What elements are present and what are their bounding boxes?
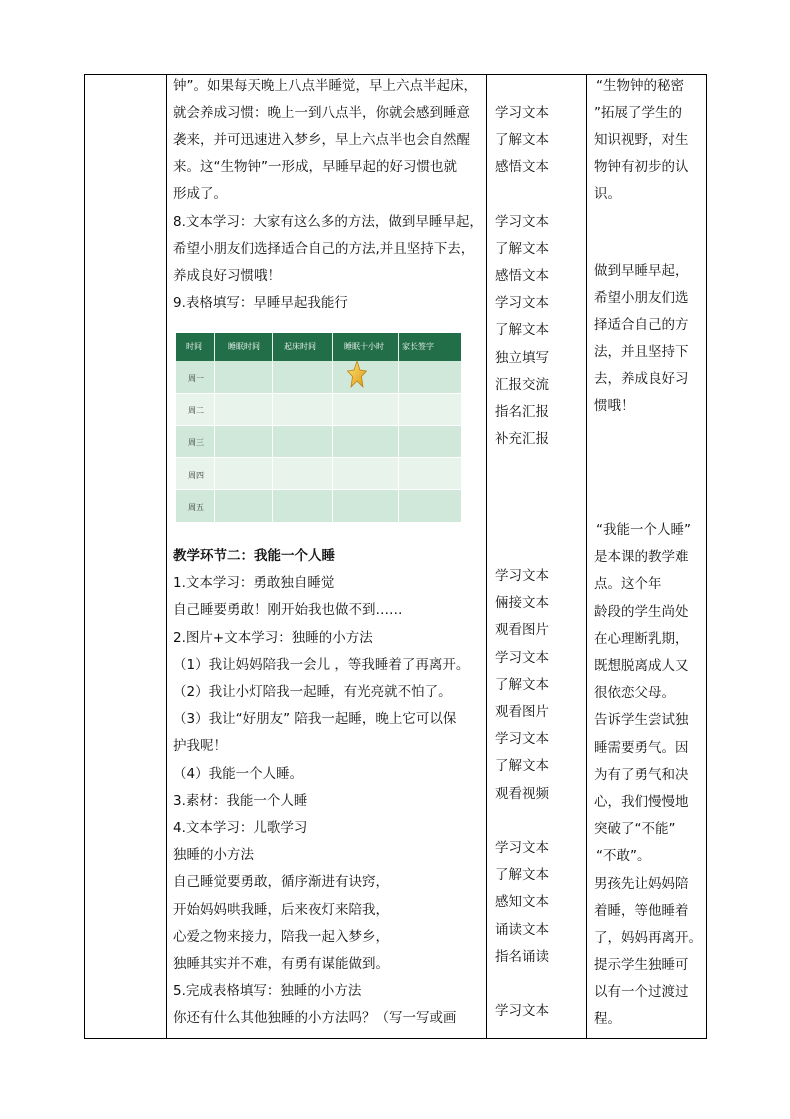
content-line: 袭来，并可迅速进入梦乡，早上六点半也会自然醒 [173, 132, 470, 148]
activity-item: 了解文本 [495, 867, 549, 883]
content-line: 2.图片+文本学习：独睡的小方法 [173, 630, 373, 646]
activity-item: 补充汇报 [495, 431, 549, 447]
note-line: 惯哦！ [594, 398, 635, 414]
activity-item: 学习文本 [495, 731, 549, 747]
note-line: “我能一个人睡” [596, 522, 691, 538]
sleep-table-row [176, 361, 461, 393]
content-line: 独睡的小方法 [173, 847, 254, 863]
content-line: （2）我让小灯陪我一起睡，有光亮就不怕了。 [173, 684, 452, 700]
note-line: 做到早睡早起， [594, 263, 689, 279]
note-line: 龄段的学生尚处 [594, 604, 689, 620]
content-line: 4.文本学习：儿歌学习 [173, 820, 308, 836]
sleep-schedule-table [176, 333, 461, 522]
note-line: 突破了“不能” [594, 821, 676, 837]
activity-item: 了解文本 [495, 241, 549, 257]
note-line: 识。 [594, 186, 621, 202]
note-line: 择适合自己的方 [594, 317, 689, 333]
note-line: 心，我们慢慢地 [594, 794, 689, 810]
sleep-table-row [176, 393, 461, 425]
content-line: 8.文本学习：大家有这么多的方法，做到早睡早起， [173, 214, 483, 230]
header-wake-time: 起床时间 [284, 342, 316, 351]
header-parent-sign: 家长签字 [402, 342, 434, 351]
table-column-separator [332, 333, 333, 522]
activity-item: 学习文本 [495, 568, 549, 584]
content-line: 形成了。 [173, 186, 227, 202]
activity-item: 学习文本 [495, 214, 549, 230]
note-line: 以有一个过渡过 [594, 984, 689, 1000]
activity-item: 学习文本 [495, 1003, 549, 1019]
note-line: “不敢”。 [596, 848, 651, 864]
activity-item: 汇报交流 [495, 377, 549, 393]
sleep-table-row [176, 490, 461, 522]
column-divider-2 [486, 74, 487, 1039]
table-row-separator [176, 457, 461, 458]
sleep-table-row [176, 425, 461, 457]
day-label: 周四 [188, 470, 204, 480]
content-line: 心爱之物来接力，陪我一起入梦乡， [173, 929, 389, 945]
activity-item: 感悟文本 [495, 268, 549, 284]
table-column-separator [214, 333, 215, 522]
activity-item: 独立填写 [495, 350, 549, 366]
activity-item: 感悟文本 [495, 159, 549, 175]
activity-item: 了解文本 [495, 758, 549, 774]
note-line: 在心理断乳期， [594, 631, 689, 647]
content-line: （1）我让妈妈陪我一会儿 ，等我睡着了再离开。 [173, 657, 470, 673]
activity-item: 感知文本 [495, 894, 549, 910]
content-line: 3.素材：我能一个人睡 [173, 793, 308, 809]
note-line: 程。 [594, 1011, 621, 1027]
note-line: 点。这个年 [594, 576, 662, 592]
activity-item: 了解文本 [495, 677, 549, 693]
header-time: 时间 [186, 342, 202, 351]
note-line: 告诉学生尝试独 [594, 712, 689, 728]
activity-item: 观看图片 [495, 622, 549, 638]
activity-item: 学习文本 [495, 295, 549, 311]
note-line: 物钟有初步的认 [594, 159, 689, 175]
content-line: 就会养成习惯：晚上一到八点半，你就会感到睡意 [173, 105, 470, 121]
content-line: 开始妈妈哄我睡，后来夜灯来陪我， [173, 902, 389, 918]
activity-item: 诵读文本 [495, 922, 549, 938]
table-left-border [84, 74, 85, 1039]
activity-item: 了解文本 [495, 132, 549, 148]
note-line: 着睡，等他睡着 [594, 903, 689, 919]
table-row-separator [176, 425, 461, 426]
note-line: “生物钟的秘密 [596, 78, 684, 94]
content-line: 来。这“生物钟”一形成，早睡早起的好习惯也就 [173, 159, 457, 175]
note-line: 既想脱离成人又 [594, 658, 689, 674]
table-row-separator [176, 393, 461, 394]
activity-item: 指名汇报 [495, 404, 549, 420]
activity-item: 观看视频 [495, 786, 549, 802]
content-line: 9.表格填写：早睡早起我能行 [173, 295, 348, 311]
day-label: 周三 [188, 438, 204, 448]
content-line: 自己睡觉要勇敢，循序渐进有诀窍， [173, 874, 389, 890]
activity-item: 学习文本 [495, 840, 549, 856]
header-sleep-time: 睡眠时间 [228, 342, 260, 351]
activity-item: 指名诵读 [495, 949, 549, 965]
day-label: 周一 [188, 374, 204, 383]
note-line: 很依恋父母。 [594, 685, 675, 701]
activity-item: 了解文本 [495, 322, 549, 338]
note-line: 睡需要勇气。因 [594, 740, 689, 756]
content-line: 养成良好习惯哦！ [173, 268, 281, 284]
content-line: 你还有什么其他独睡的小方法吗？（写一写或画 [173, 1010, 457, 1026]
activity-item: 倆接文本 [495, 595, 549, 611]
note-line: 去，养成良好习 [594, 371, 689, 387]
note-line: ”拓展了学生的 [594, 105, 682, 121]
header-ten-hours: 睡眠十小时 [344, 342, 384, 351]
note-line: 为有了勇气和决 [594, 767, 689, 783]
table-right-border [706, 74, 707, 1039]
content-line: 1.文本学习：勇敢独自睡觉 [173, 575, 335, 591]
column-divider-3 [586, 74, 587, 1039]
activity-item: 观看图片 [495, 704, 549, 720]
sleep-table-row [176, 458, 461, 490]
day-label: 周二 [188, 406, 204, 416]
content-line: 希望小朋友们选择适合自己的方法,并且坚持下去， [173, 241, 475, 257]
content-line: 自己睡要勇敢！刚开始我也做不到…… [173, 602, 403, 618]
table-top-border [84, 74, 707, 75]
day-label: 周五 [188, 502, 204, 512]
column-divider-1 [166, 74, 167, 1039]
activity-item: 学习文本 [495, 105, 549, 121]
table-column-separator [398, 333, 399, 522]
activity-item: 学习文本 [495, 650, 549, 666]
content-line: 钟”。如果每天晚上八点半睡觉，早上六点半起床， [173, 78, 477, 94]
note-line: 法，并且坚持下 [594, 344, 689, 360]
section-heading: 教学环节二：我能一个人睡 [173, 548, 335, 564]
content-line: （3）我让“好朋友” 陪我一起睡，晚上它可以保 [173, 711, 457, 727]
star-icon [347, 360, 367, 388]
note-line: 是本课的教学难 [594, 549, 689, 565]
table-column-separator [272, 333, 273, 522]
table-bottom-border [84, 1038, 707, 1039]
sleep-table-header [176, 333, 461, 361]
content-line: 护我呢！ [173, 738, 227, 754]
content-line: （4）我能一个人睡。 [173, 766, 304, 782]
note-line: 希望小朋友们选 [594, 290, 689, 306]
content-line: 5.完成表格填写：独睡的小方法 [173, 983, 362, 999]
note-line: 知识视野，对生 [594, 132, 689, 148]
note-line: 了，妈妈再离开。 [594, 930, 702, 946]
content-line: 独睡其实并不难，有勇有谋能做到。 [173, 956, 389, 972]
table-row-separator [176, 489, 461, 490]
note-line: 提示学生独睡可 [594, 957, 689, 973]
note-line: 男孩先让妈妈陪 [594, 876, 689, 892]
